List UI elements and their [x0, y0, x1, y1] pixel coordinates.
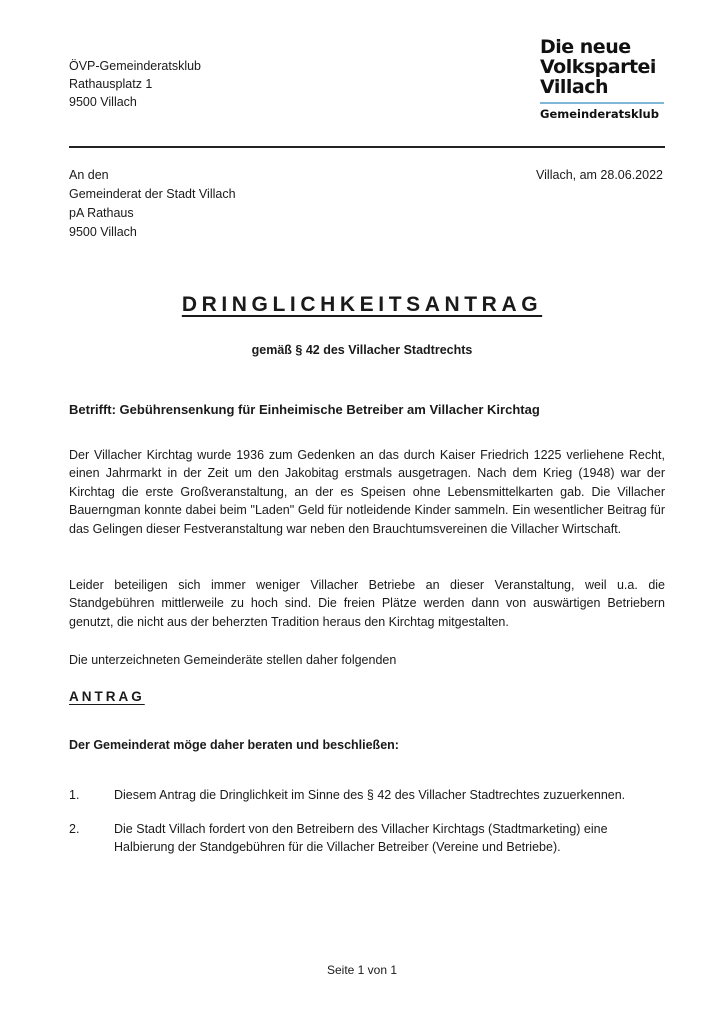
motion-heading: ANTRAG	[69, 689, 145, 704]
list-item-number: 1.	[69, 788, 80, 802]
logo-line: Die neue	[540, 36, 631, 58]
document-subtitle: gemäß § 42 des Villacher Stadtrechts	[251, 343, 473, 357]
logo-line: Villach	[540, 76, 609, 98]
sender-line: ÖVP-Gemeinderatsklub	[69, 59, 202, 73]
list-item	[69, 820, 665, 857]
body-paragraph: Leider beteiligen sich immer weniger Villacher Betriebe an dieser Veranstaltung, weil u.a. die Standgebühren mittlerweile zu hoch sind. Die freien Plätze werden dann von auswärtigen Betriebern genutzt, die nicht aus der beherzten Tradition heraus den Kirchtag mitgestalten.	[69, 578, 665, 629]
list-item-text: Diesem Antrag die Dringlichkeit im Sinne des § 42 des Villacher Stadtrechtes zuzuerkennen.	[114, 788, 626, 802]
decision-line: Der Gemeinderat möge daher beraten und beschließen:	[69, 738, 399, 752]
recipient-line: Gemeinderat der Stadt Villach	[69, 187, 236, 201]
document-title-wrap	[0, 293, 724, 317]
recipient-line: An den	[69, 168, 109, 182]
list-item	[69, 786, 665, 804]
list-item-number: 2.	[69, 822, 80, 836]
recipient-address	[69, 166, 236, 242]
list-item-text: Die Stadt Villach fordert von den Betreibern des Villacher Kirchtags (Stadtmarketing) eine Halbierung der Standgebühren für die Villacher Betreiber (Vereine und Betriebe).	[114, 822, 608, 855]
body-paragraph: Die unterzeichneten Gemeinderäte stellen daher folgenden	[69, 653, 397, 667]
document-title: DRINGLICHKEITSANTRAG	[181, 293, 543, 316]
sender-line: 9500 Villach	[69, 95, 137, 109]
recipient-line: pA Rathaus	[69, 206, 134, 220]
logo-subtitle: Gemeinderatsklub	[540, 107, 659, 121]
logo-divider	[540, 102, 664, 104]
document-date: Villach, am 28.06.2022	[536, 168, 663, 182]
body-paragraph: Der Villacher Kirchtag wurde 1936 zum Gedenken an das durch Kaiser Friedrich 1225 verliehene Recht, einen Jahrmarkt in der Zeit um den Jakobitag erstmals ausgetragen. Nach dem Krieg (1948) war der Kirchtag die erste Großveranstaltung, an der es Speisen ohne Lebensmittelkarten gab. Die Villacher Bauerngman konnte dabei beim "Laden" Geld für notleidende Kinder sammeln. Ein wesentlicher Beitrag für das Gelingen dieser Festveranstaltung war neben den Brauchtumsvereinen die Villacher Wirtschaft.	[69, 448, 665, 536]
recipient-line: 9500 Villach	[69, 225, 137, 239]
party-logo	[540, 37, 666, 121]
sender-address	[69, 57, 201, 111]
header-divider	[69, 146, 665, 148]
logo-line: Volkspartei	[540, 56, 656, 78]
sender-line: Rathausplatz 1	[69, 77, 153, 91]
page-footer: Seite 1 von 1	[326, 963, 398, 977]
subject-line: Betrifft: Gebührensenkung für Einheimische Betreiber am Villacher Kirchtag	[69, 402, 540, 417]
